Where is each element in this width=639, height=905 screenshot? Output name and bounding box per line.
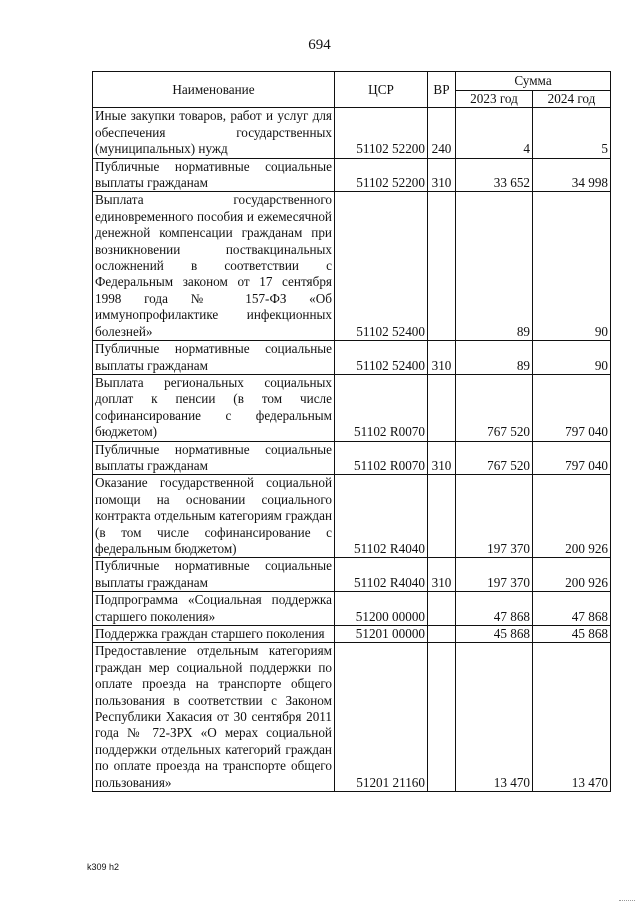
row-sum-2024: 797 040	[533, 441, 611, 475]
row-name: Подпрограмма «Социальная поддержка старшего поколения»	[93, 592, 335, 626]
row-vr	[428, 626, 456, 643]
row-sum-2023: 89	[456, 341, 533, 375]
row-vr: 310	[428, 441, 456, 475]
row-csr: 51102 R0070	[335, 441, 428, 475]
column-header-vr: ВР	[428, 72, 456, 108]
column-header-csr: ЦСР	[335, 72, 428, 108]
row-sum-2023: 197 370	[456, 475, 533, 558]
row-vr: 310	[428, 158, 456, 192]
column-header-2023: 2023 год	[456, 91, 533, 108]
row-csr: 51102 R4040	[335, 558, 428, 592]
row-csr: 51102 52400	[335, 192, 428, 341]
table-row	[93, 341, 611, 375]
row-name: Предоставление отдельным категориям граждан мер социальной поддержки по оплате проезда на транспорте общего пользования в соответствии с Законом Республики Хакасия от 30 сентября 2011 года № 72-ЗРХ «О мерах социальной поддержки отдельных категорий граждан по оплате проезда на транспорте общего пользования»	[93, 643, 335, 792]
row-name: Выплата государственного единовременного пособия и ежемесячной денежной компенсации гражданам при возникновении поствакцинальных осложнений в соответствии с Федеральным законом от 17 сентября 1998 года № 157-ФЗ «Об иммунопрофилактике инфекционных болезней»	[93, 192, 335, 341]
row-vr: 310	[428, 558, 456, 592]
row-sum-2024: 47 868	[533, 592, 611, 626]
row-sum-2023: 45 868	[456, 626, 533, 643]
row-sum-2023: 767 520	[456, 374, 533, 441]
row-sum-2024: 34 998	[533, 158, 611, 192]
row-name: Публичные нормативные социальные выплаты гражданам	[93, 341, 335, 375]
column-header-2024: 2024 год	[533, 91, 611, 108]
row-sum-2023: 13 470	[456, 643, 533, 792]
scan-artifact	[619, 890, 635, 901]
row-sum-2023: 33 652	[456, 158, 533, 192]
table-row	[93, 441, 611, 475]
row-sum-2024: 797 040	[533, 374, 611, 441]
row-sum-2024: 200 926	[533, 558, 611, 592]
row-vr	[428, 592, 456, 626]
row-vr: 310	[428, 341, 456, 375]
row-name: Иные закупки товаров, работ и услуг для обеспечения государственных (муниципальных) нужд	[93, 108, 335, 158]
table-row	[93, 158, 611, 192]
row-vr	[428, 643, 456, 792]
row-sum-2024: 5	[533, 108, 611, 158]
table-row	[93, 192, 611, 341]
table-row	[93, 374, 611, 441]
row-sum-2024: 90	[533, 192, 611, 341]
row-vr	[428, 475, 456, 558]
table-row	[93, 626, 611, 643]
row-name: Выплата региональных социальных доплат к пенсии (в том числе софинансирование с федеральным бюджетом)	[93, 374, 335, 441]
table-row	[93, 475, 611, 558]
row-csr: 51102 R0070	[335, 374, 428, 441]
row-sum-2024: 45 868	[533, 626, 611, 643]
row-vr	[428, 192, 456, 341]
row-sum-2023: 767 520	[456, 441, 533, 475]
row-csr: 51102 52200	[335, 158, 428, 192]
row-name: Публичные нормативные социальные выплаты гражданам	[93, 158, 335, 192]
row-name: Публичные нормативные социальные выплаты гражданам	[93, 558, 335, 592]
row-sum-2024: 90	[533, 341, 611, 375]
row-csr: 51102 52400	[335, 341, 428, 375]
row-sum-2023: 89	[456, 192, 533, 341]
column-header-sum: Сумма	[456, 72, 611, 91]
row-name: Публичные нормативные социальные выплаты гражданам	[93, 441, 335, 475]
page-number: 694	[308, 37, 331, 53]
row-csr: 51201 21160	[335, 643, 428, 792]
row-sum-2023: 47 868	[456, 592, 533, 626]
row-vr: 240	[428, 108, 456, 158]
table-row	[93, 558, 611, 592]
row-sum-2024: 200 926	[533, 475, 611, 558]
column-header-name: Наименование	[93, 72, 335, 108]
table-row	[93, 592, 611, 626]
row-name: Оказание государственной социальной помощи на основании социального контракта отдельным категориям граждан (в том числе софинансирование с федеральным бюджетом)	[93, 475, 335, 558]
row-sum-2023: 4	[456, 108, 533, 158]
row-vr	[428, 374, 456, 441]
row-csr: 51102 R4040	[335, 475, 428, 558]
row-name: Поддержка граждан старшего поколения	[93, 626, 335, 643]
table-row	[93, 643, 611, 792]
table-row	[93, 108, 611, 158]
row-csr: 51201 00000	[335, 626, 428, 643]
document-code: k309 h2	[87, 862, 120, 872]
row-csr: 51200 00000	[335, 592, 428, 626]
row-csr: 51102 52200	[335, 108, 428, 158]
budget-table	[92, 71, 611, 792]
row-sum-2024: 13 470	[533, 643, 611, 792]
row-sum-2023: 197 370	[456, 558, 533, 592]
